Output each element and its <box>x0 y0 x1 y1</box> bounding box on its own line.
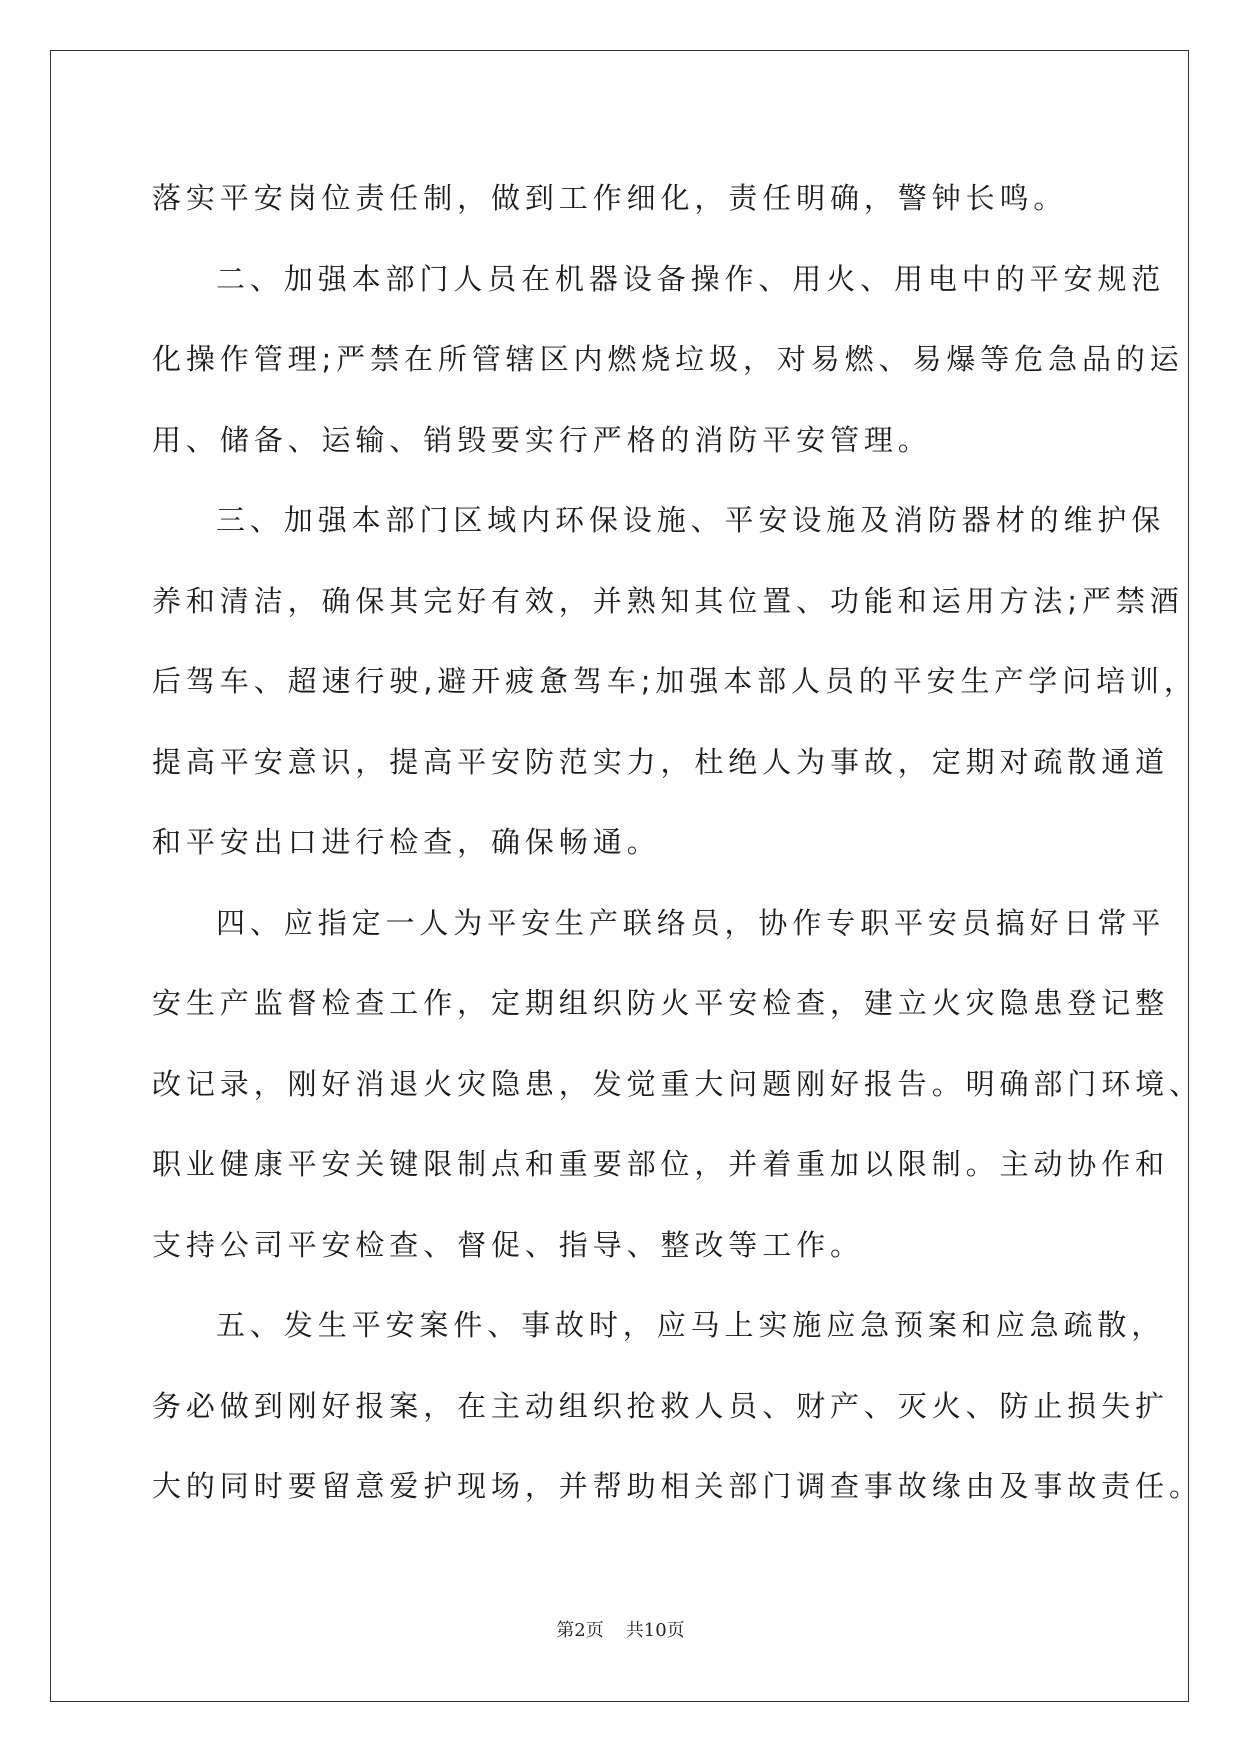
text-line-paragraph-2-start: 二、加强本部门人员在机器设备操作、用火、用电中的平安规范 <box>216 261 1166 296</box>
text-line: 改记录，刚好消退火灾隐患，发觉重大问题刚好报告。明确部门环境、 <box>152 1066 1203 1101</box>
text-line: 化操作管理;严禁在所管辖区内燃烧垃圾，对易燃、易爆等危急品的运 <box>152 342 1184 376</box>
document-body <box>152 158 1203 1527</box>
page-footer <box>0 1616 1241 1642</box>
text-line: 和平安出口进行检查，确保畅通。 <box>152 825 661 859</box>
text-line: 大的同时要留意爱护现场，并帮助相关部门调查事故缘由及事故责任。 <box>152 1469 1203 1503</box>
text-line: 职业健康平安关键限制点和重要部位，并着重加以限制。主动协作和 <box>152 1147 1170 1181</box>
text-line-paragraph-3-start: 三、加强本部门区域内环保设施、平安设施及消防器材的维护保 <box>216 503 1166 537</box>
text-line-paragraph-4-start: 四、应指定一人为平安生产联络员，协作专职平安员搞好日常平 <box>216 905 1166 940</box>
text-line: 后驾车、超速行驶,避开疲惫驾车;加强本部人员的平安生产学问培训， <box>152 664 1198 698</box>
text-line: 用、储备、运输、销毁要实行严格的消防平安管理。 <box>152 422 932 457</box>
text-line: 安生产监督检查工作，定期组织防火平安检查，建立火灾隐患登记整 <box>152 986 1170 1020</box>
text-line-paragraph-5-start: 五、发生平安案件、事故时，应马上实施应急预案和应急疏散， <box>216 1308 1166 1342</box>
text-line: 养和清洁，确保其完好有效，并熟知其位置、功能和运用方法;严禁酒 <box>152 583 1184 618</box>
text-line: 落实平安岗位责任制，做到工作细化，责任明确，警钟长鸣。 <box>152 181 1068 215</box>
page-number: 第2页 <box>556 1620 604 1641</box>
page-total: 共10页 <box>625 1620 685 1641</box>
text-line: 务必做到刚好报案，在主动组织抢救人员、财产、灭火、防止损失扩 <box>152 1388 1170 1423</box>
text-line: 提高平安意识，提高平安防范实力，杜绝人为事故，定期对疏散通道 <box>152 744 1170 779</box>
text-line: 支持公司平安检查、督促、指导、整改等工作。 <box>152 1227 864 1262</box>
